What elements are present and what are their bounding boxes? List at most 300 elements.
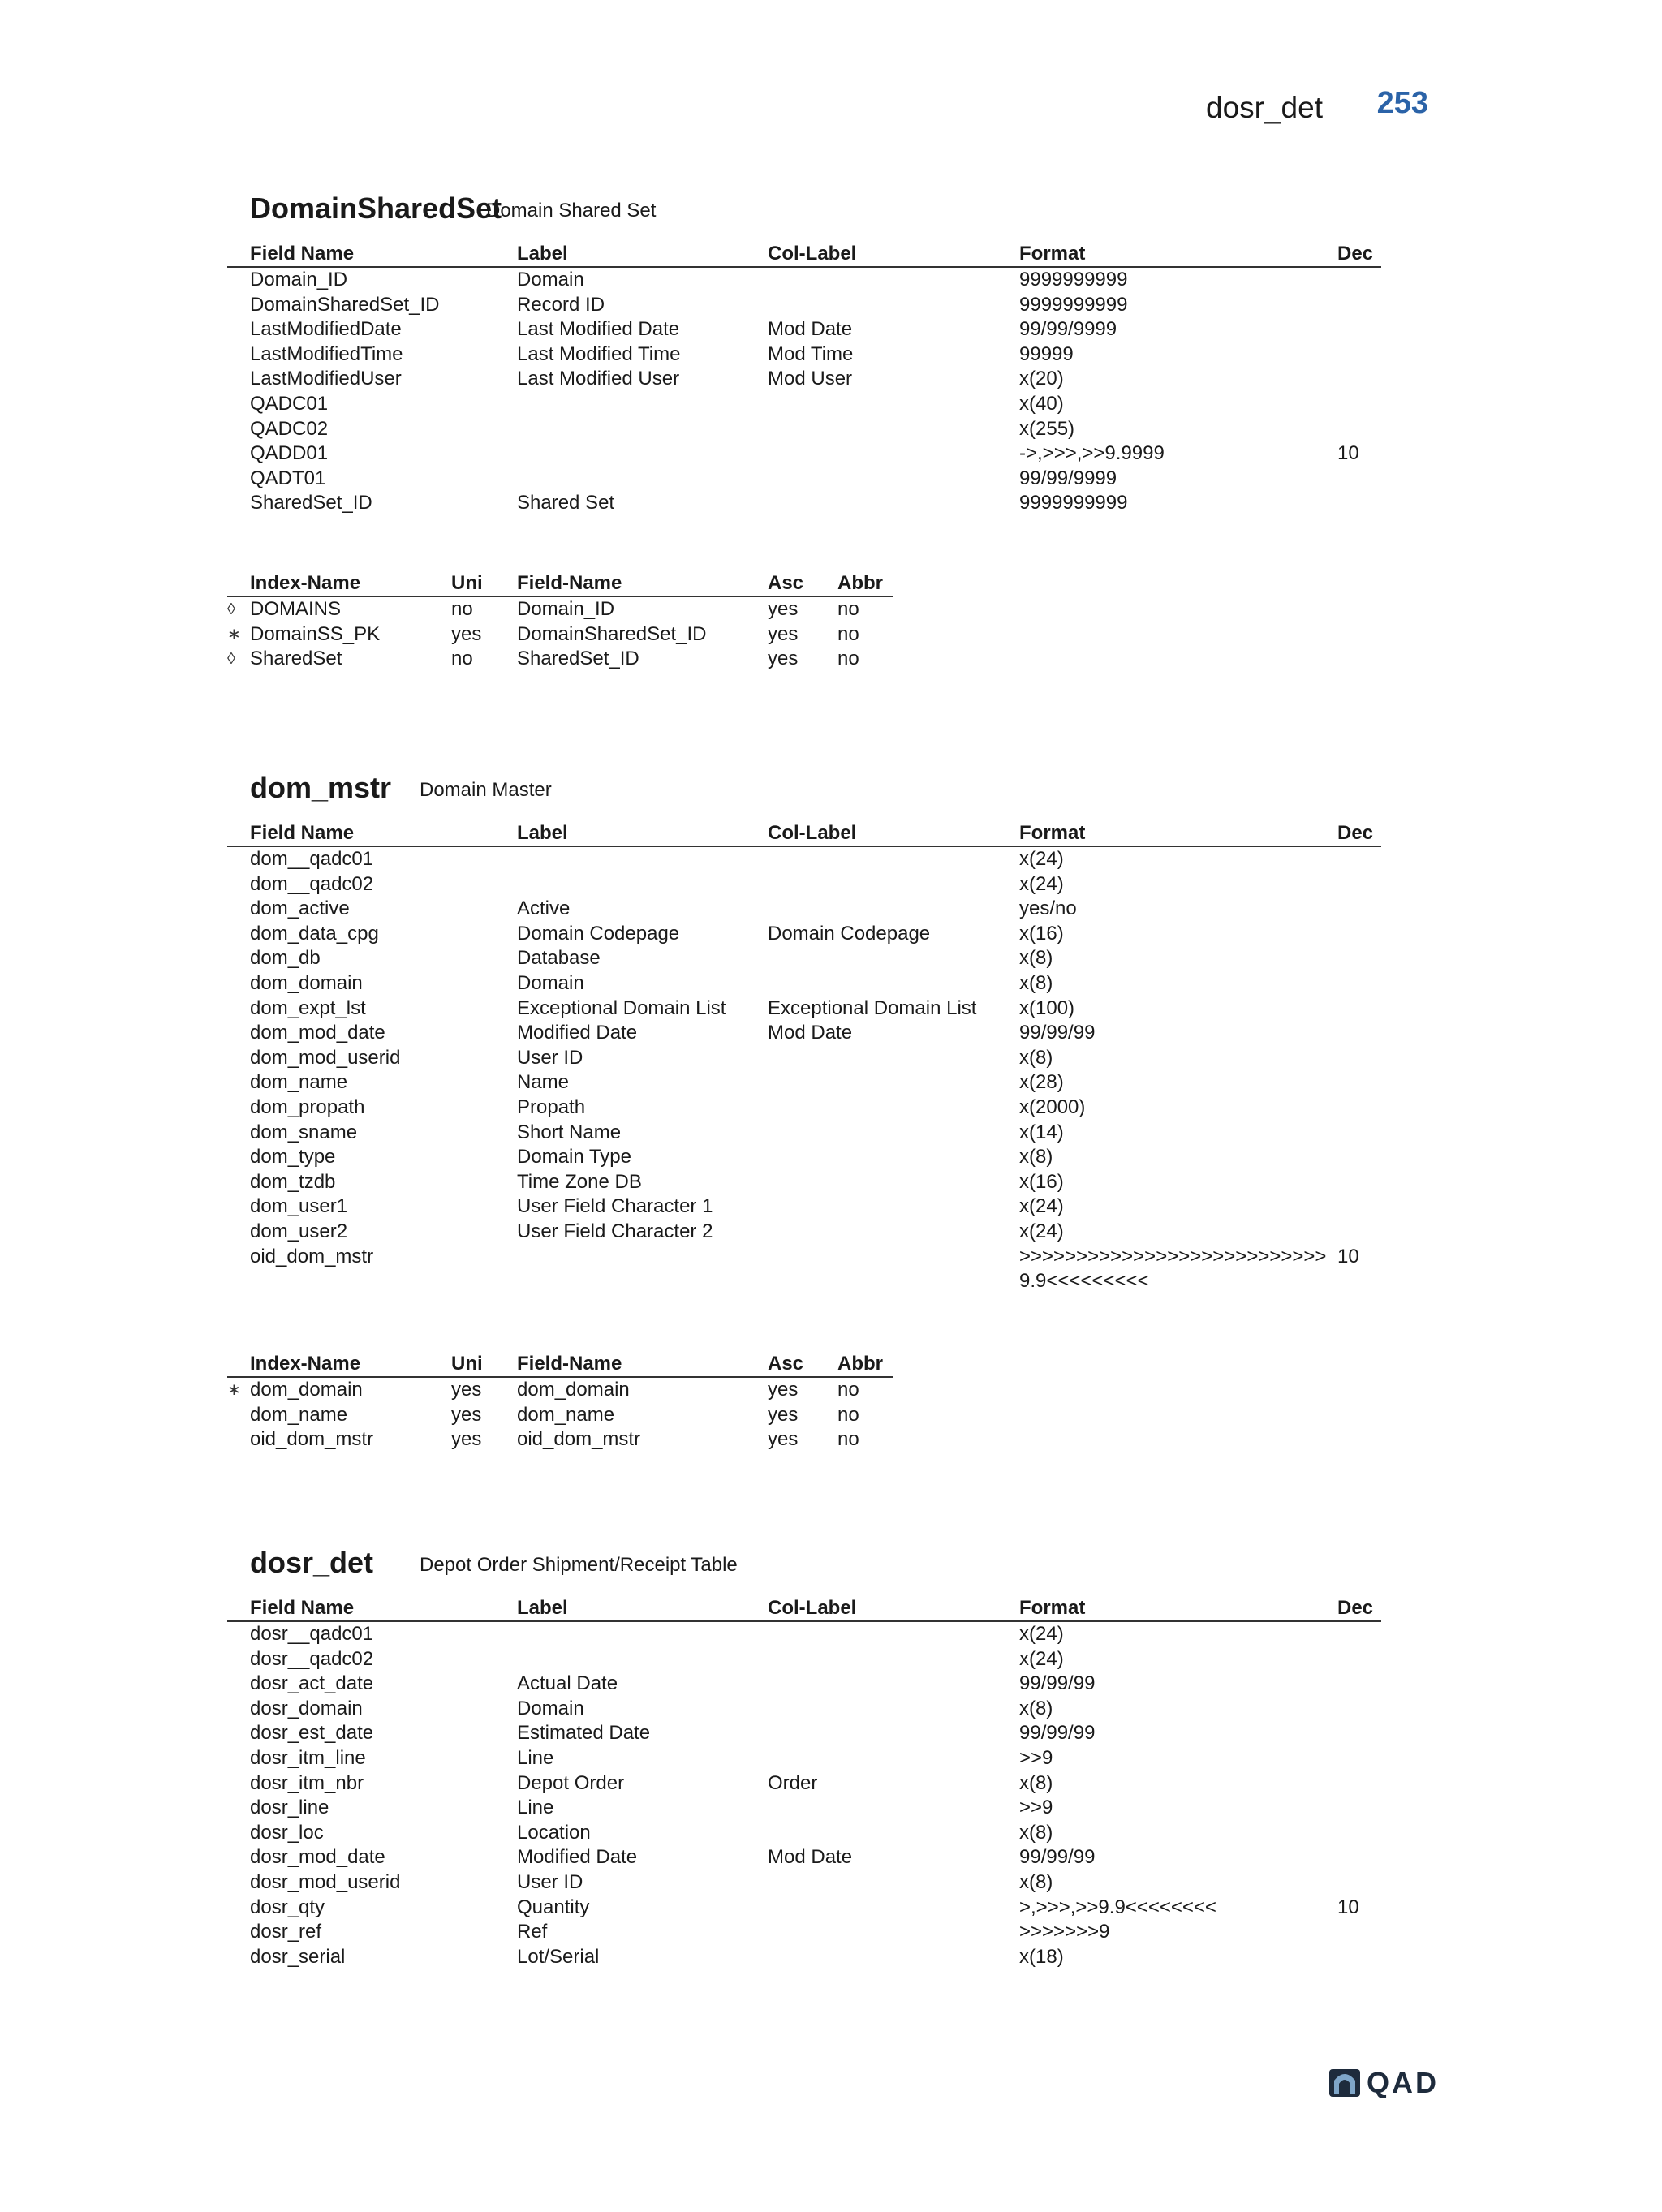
table-cell [1337, 1821, 1381, 1846]
row-marker [227, 1647, 250, 1672]
table-cell [1337, 1145, 1381, 1170]
table-cell: dom_name [250, 1403, 348, 1426]
table-cell: x(8) [1019, 1771, 1053, 1794]
table-cell [1337, 1721, 1381, 1746]
column-header: Field Name [250, 821, 517, 846]
row-marker [227, 417, 250, 442]
table-row [227, 467, 1381, 492]
table-cell: Name [517, 1071, 570, 1094]
table-cell: dosr_est_date [250, 1722, 374, 1745]
table-cell: x(8) [1019, 1697, 1053, 1719]
column-header: Format [1019, 821, 1337, 846]
table-cell: yes [768, 1403, 799, 1426]
table-cell: dosr_act_date [250, 1672, 374, 1695]
table-cell [768, 1746, 1019, 1771]
table-cell: >>>>>>>9 [1019, 1921, 1110, 1943]
table-cell: LastModifiedDate [250, 318, 402, 341]
table-cell [1337, 996, 1381, 1022]
index-table [227, 1352, 893, 1452]
table-cell [1337, 1095, 1381, 1121]
table-cell [768, 946, 1019, 971]
table-cell: dosr_itm_nbr [250, 1771, 364, 1794]
index-header-row [227, 571, 893, 596]
row-marker [227, 1920, 250, 1945]
table-cell: SharedSet_ID [517, 648, 639, 670]
table-cell [1337, 1771, 1381, 1797]
table-row [227, 1896, 1381, 1921]
table-cell [517, 417, 768, 442]
table-cell [768, 971, 1019, 996]
table-cell: 99/99/99 [1019, 1846, 1096, 1869]
table-cell [1337, 1920, 1381, 1945]
row-marker [227, 1194, 250, 1220]
table-cell: yes [451, 1428, 482, 1451]
table-cell [1337, 922, 1381, 947]
row-marker [227, 1821, 250, 1846]
column-header: Label [517, 821, 768, 846]
logo-text: QAD [1367, 2066, 1439, 2099]
table-cell [1337, 342, 1381, 368]
section-title: dom_mstr [250, 771, 392, 804]
table-cell: x(8) [1019, 947, 1053, 970]
table-cell: x(40) [1019, 392, 1064, 415]
field-header-row [227, 1596, 1381, 1621]
table-cell: dosr__qadc01 [250, 1623, 374, 1645]
table-cell: dom__qadc01 [250, 848, 374, 870]
table-cell: dosr_qty [250, 1896, 325, 1918]
table-cell: dom_user1 [250, 1195, 348, 1218]
table-cell: Shared Set [517, 492, 615, 514]
table-cell: dom_type [250, 1146, 336, 1168]
table-cell: 10 [1337, 1896, 1359, 1918]
table-cell: x(24) [1019, 1195, 1064, 1218]
table-cell: Short Name [517, 1121, 622, 1143]
table-cell [768, 1721, 1019, 1746]
table-cell: Mod Date [768, 1846, 853, 1869]
marker-column-header [227, 571, 250, 596]
table-cell [768, 1194, 1019, 1220]
table-cell: yes/no [1019, 897, 1077, 920]
table-cell: LastModifiedUser [250, 368, 402, 390]
table-cell [1337, 1021, 1381, 1046]
column-header: Field-Name [517, 1352, 768, 1377]
table-cell: no [837, 648, 859, 670]
table-row [227, 1796, 1381, 1821]
table-cell [768, 1170, 1019, 1195]
index-marker-icon: ◊ [227, 650, 235, 669]
table-cell [768, 1070, 1019, 1095]
table-cell: 9999999999 [1019, 293, 1128, 316]
table-cell [1337, 1647, 1381, 1672]
row-marker [227, 872, 250, 897]
table-cell [1337, 946, 1381, 971]
index-table [227, 571, 893, 672]
table-cell: >>>>>>>>>>>>>>>>>>>>>>>>>>>9.9<<<<<<<<< [1019, 1245, 1327, 1292]
table-cell: 99/99/99 [1019, 1672, 1096, 1695]
qad-logo [1329, 2068, 1451, 2100]
table-cell [768, 1920, 1019, 1945]
table-cell: Domain [517, 971, 584, 994]
table-cell: oid_dom_mstr [250, 1245, 374, 1267]
table-cell [1337, 1796, 1381, 1821]
column-header: Abbr [837, 1352, 893, 1377]
table-row [227, 1170, 1381, 1195]
table-cell: x(100) [1019, 996, 1075, 1019]
table-row [227, 367, 1381, 392]
column-header: Asc [768, 571, 837, 596]
row-marker [227, 1621, 250, 1647]
section-title: dosr_det [250, 1546, 374, 1579]
row-marker [227, 367, 250, 392]
table-cell: DomainSharedSet_ID [250, 293, 440, 316]
qad-logo-mark-icon [1329, 2069, 1360, 2097]
table-cell: x(8) [1019, 971, 1053, 994]
field-header-row [227, 242, 1381, 267]
table-row [227, 1021, 1381, 1046]
table-cell [1337, 1070, 1381, 1095]
table-cell: dom_propath [250, 1095, 365, 1118]
table-cell: >>9 [1019, 1746, 1053, 1769]
table-row [227, 1145, 1381, 1170]
table-cell [768, 846, 1019, 872]
marker-column-header [227, 1352, 250, 1377]
row-marker [227, 1046, 250, 1071]
table-cell [768, 1046, 1019, 1071]
table-cell: Record ID [517, 293, 605, 316]
table-cell [768, 491, 1019, 516]
table-cell: Ref [517, 1921, 548, 1943]
table-row [227, 491, 1381, 516]
table-row [227, 267, 1381, 293]
table-cell: x(24) [1019, 1647, 1064, 1670]
table-cell: no [837, 1379, 859, 1401]
table-cell [1337, 1046, 1381, 1071]
table-row [227, 897, 1381, 922]
table-row [227, 1721, 1381, 1746]
table-cell [768, 1245, 1019, 1293]
row-marker [227, 1796, 250, 1821]
section-title: DomainSharedSet [250, 192, 502, 225]
index-marker-icon [227, 1427, 250, 1452]
table-row [227, 1697, 1381, 1722]
table-cell [768, 392, 1019, 417]
table-cell: 10 [1337, 442, 1359, 465]
column-header: Format [1019, 242, 1337, 267]
table-cell: QADD01 [250, 442, 329, 465]
table-cell: Domain Type [517, 1146, 631, 1168]
table-cell: 99/99/9999 [1019, 467, 1117, 489]
table-row [227, 441, 1381, 467]
field-rows [227, 267, 1381, 516]
table-cell: Depot Order [517, 1771, 625, 1794]
index-marker-icon: ∗ [227, 1381, 241, 1399]
table-cell: no [837, 1428, 859, 1451]
table-cell: yes [768, 648, 799, 670]
table-cell: Line [517, 1746, 554, 1769]
table-cell [517, 467, 768, 492]
column-header: Field Name [250, 242, 517, 267]
index-marker-icon: ∗ [227, 625, 241, 643]
column-header: Dec [1337, 1596, 1381, 1621]
table-cell [768, 1821, 1019, 1846]
column-header: Asc [768, 1352, 837, 1377]
table-cell [768, 1121, 1019, 1146]
table-cell: Domain_ID [517, 598, 615, 620]
table-cell [1337, 897, 1381, 922]
column-header: Dec [1337, 821, 1381, 846]
table-cell: x(16) [1019, 922, 1064, 945]
table-cell: x(24) [1019, 848, 1064, 870]
row-marker [227, 1896, 250, 1921]
row-marker [227, 1220, 250, 1245]
table-cell: SharedSet [250, 648, 342, 670]
table-cell: dom_db [250, 947, 321, 970]
table-cell: x(24) [1019, 872, 1064, 895]
table-row [227, 1095, 1381, 1121]
table-cell: >>9 [1019, 1797, 1053, 1819]
table-row [227, 971, 1381, 996]
table-cell: Location [517, 1821, 591, 1844]
table-cell [768, 1672, 1019, 1697]
row-marker [227, 946, 250, 971]
table-cell: Line [517, 1797, 554, 1819]
table-row [227, 1821, 1381, 1846]
table-cell: dom_name [250, 1071, 348, 1094]
table-cell: x(2000) [1019, 1095, 1086, 1118]
table-row [227, 1403, 893, 1428]
section-description: Domain Shared Set [486, 200, 657, 222]
table-cell: x(8) [1019, 1146, 1053, 1168]
row-marker [227, 441, 250, 467]
table-row [227, 1245, 1381, 1293]
index-header-row [227, 1352, 893, 1377]
table-cell: Mod Time [768, 342, 854, 365]
table-cell: 9999999999 [1019, 492, 1128, 514]
table-cell: Quantity [517, 1896, 590, 1918]
row-marker [227, 491, 250, 516]
table-row [227, 946, 1381, 971]
table-cell: x(16) [1019, 1170, 1064, 1193]
table-cell [1337, 1121, 1381, 1146]
table-cell: dom_active [250, 897, 350, 920]
table-row [227, 622, 893, 648]
table-cell: Propath [517, 1095, 586, 1118]
table-cell: dom_data_cpg [250, 922, 379, 945]
column-header: Format [1019, 1596, 1337, 1621]
column-header: Uni [451, 571, 517, 596]
table-cell [1337, 367, 1381, 392]
field-rows [227, 846, 1381, 1293]
table-cell: yes [451, 1403, 482, 1426]
table-row [227, 1746, 1381, 1771]
column-header: Col-Label [768, 1596, 1019, 1621]
table-cell: Last Modified Time [517, 342, 681, 365]
table-cell: no [451, 648, 473, 670]
index-marker-icon: ◊ [227, 600, 235, 618]
table-cell: Mod User [768, 368, 853, 390]
table-cell: no [837, 1403, 859, 1426]
table-cell: Modified Date [517, 1846, 638, 1869]
table-cell [1337, 467, 1381, 492]
table-cell: ->,>>>,>>9.9999 [1019, 442, 1165, 465]
table-cell [1337, 1746, 1381, 1771]
table-cell: x(28) [1019, 1071, 1064, 1094]
table-cell: dosr_ref [250, 1921, 322, 1943]
table-cell: dosr_mod_userid [250, 1870, 401, 1893]
table-cell: DomainSharedSet_ID [517, 622, 707, 645]
table-row [227, 1194, 1381, 1220]
table-cell: Last Modified User [517, 368, 680, 390]
table-cell [1337, 971, 1381, 996]
table-cell: dom_tzdb [250, 1170, 336, 1193]
column-header: Abbr [837, 571, 893, 596]
table-cell: yes [768, 1428, 799, 1451]
table-row [227, 392, 1381, 417]
table-cell: Mod Date [768, 1022, 853, 1044]
table-row [227, 1046, 1381, 1071]
row-marker [227, 1245, 250, 1293]
running-title: dosr_det [1206, 91, 1323, 124]
table-cell [768, 1647, 1019, 1672]
row-marker [227, 467, 250, 492]
table-cell: dosr_domain [250, 1697, 363, 1719]
table-row [227, 922, 1381, 947]
table-cell: Database [517, 947, 601, 970]
table-cell: Actual Date [517, 1672, 618, 1695]
table-cell [1337, 1170, 1381, 1195]
table-cell: 10 [1337, 1245, 1359, 1267]
table-cell [1337, 491, 1381, 516]
table-row [227, 1771, 1381, 1797]
table-cell: Domain [517, 1697, 584, 1719]
table-row [227, 1377, 893, 1403]
table-cell [1337, 392, 1381, 417]
table-cell: Time Zone DB [517, 1170, 642, 1193]
table-cell: Mod Date [768, 318, 853, 341]
table-cell: yes [768, 1379, 799, 1401]
table-cell: User Field Character 1 [517, 1195, 713, 1218]
table-cell: 99/99/99 [1019, 1022, 1096, 1044]
table-cell: dosr_line [250, 1797, 329, 1819]
table-cell: dom__qadc02 [250, 872, 374, 895]
table-cell: oid_dom_mstr [517, 1428, 641, 1451]
table-cell [1337, 1194, 1381, 1220]
table-cell [768, 1796, 1019, 1821]
table-cell [768, 1870, 1019, 1896]
table-cell: Order [768, 1771, 818, 1794]
table-row [227, 1427, 893, 1452]
table-cell: dosr__qadc02 [250, 1647, 374, 1670]
table-cell [768, 1145, 1019, 1170]
table-cell: dosr_itm_line [250, 1746, 366, 1769]
row-marker [227, 1070, 250, 1095]
row-marker [227, 1170, 250, 1195]
row-marker [227, 1095, 250, 1121]
index-marker-icon [227, 1403, 250, 1428]
table-row [227, 1945, 1381, 1970]
table-cell: 99/99/99 [1019, 1722, 1096, 1745]
table-cell: 9999999999 [1019, 269, 1128, 290]
table-row [227, 1920, 1381, 1945]
column-header: Index-Name [250, 1352, 451, 1377]
table-cell: no [837, 622, 859, 645]
table-cell: Exceptional Domain List [768, 996, 977, 1019]
table-cell: yes [768, 598, 799, 620]
table-cell: yes [451, 1379, 482, 1401]
field-table [227, 1596, 1381, 1969]
table-cell [1337, 317, 1381, 342]
table-cell: Last Modified Date [517, 318, 680, 341]
table-cell [768, 872, 1019, 897]
table-cell [768, 267, 1019, 293]
table-cell [517, 846, 768, 872]
field-header-row [227, 821, 1381, 846]
table-cell: User Field Character 2 [517, 1220, 713, 1242]
table-cell: Active [517, 897, 571, 920]
table-cell: dom_domain [250, 1379, 363, 1401]
table-cell: Modified Date [517, 1022, 638, 1044]
row-marker [227, 1121, 250, 1146]
row-marker [227, 1721, 250, 1746]
column-header: Uni [451, 1352, 517, 1377]
table-cell: LastModifiedTime [250, 342, 403, 365]
table-cell: DOMAINS [250, 598, 342, 620]
table-cell: dom_expt_lst [250, 996, 366, 1019]
table-row [227, 872, 1381, 897]
table-cell [768, 417, 1019, 442]
table-row [227, 647, 893, 672]
table-cell: Domain Codepage [768, 922, 931, 945]
table-row [227, 846, 1381, 872]
table-cell [517, 392, 768, 417]
table-cell: QADC02 [250, 417, 329, 440]
table-cell: 99/99/9999 [1019, 318, 1117, 341]
row-marker [227, 1746, 250, 1771]
table-cell [768, 897, 1019, 922]
row-marker [227, 392, 250, 417]
marker-column-header [227, 1596, 250, 1621]
table-cell: dom_mod_userid [250, 1046, 401, 1069]
table-cell: yes [451, 622, 482, 645]
column-header: Dec [1337, 242, 1381, 267]
row-marker [227, 971, 250, 996]
table-cell: x(18) [1019, 1945, 1064, 1968]
column-header: Field-Name [517, 571, 768, 596]
table-cell: QADT01 [250, 467, 326, 489]
table-cell [1337, 1845, 1381, 1870]
table-cell [517, 872, 768, 897]
table-row [227, 1220, 1381, 1245]
table-row [227, 317, 1381, 342]
table-cell [1337, 846, 1381, 872]
table-cell: DomainSS_PK [250, 622, 381, 645]
table-cell [768, 1697, 1019, 1722]
field-table [227, 821, 1381, 1293]
row-marker [227, 897, 250, 922]
table-cell: SharedSet_ID [250, 492, 372, 514]
table-cell [517, 1647, 768, 1672]
row-marker [227, 846, 250, 872]
table-cell: x(8) [1019, 1046, 1053, 1069]
table-cell: QADC01 [250, 392, 329, 415]
row-marker [227, 1771, 250, 1797]
row-marker [227, 342, 250, 368]
table-cell: dom_mod_date [250, 1022, 385, 1044]
table-cell: dosr_loc [250, 1821, 324, 1844]
row-marker [227, 1697, 250, 1722]
column-header: Label [517, 242, 768, 267]
table-cell: x(24) [1019, 1220, 1064, 1242]
